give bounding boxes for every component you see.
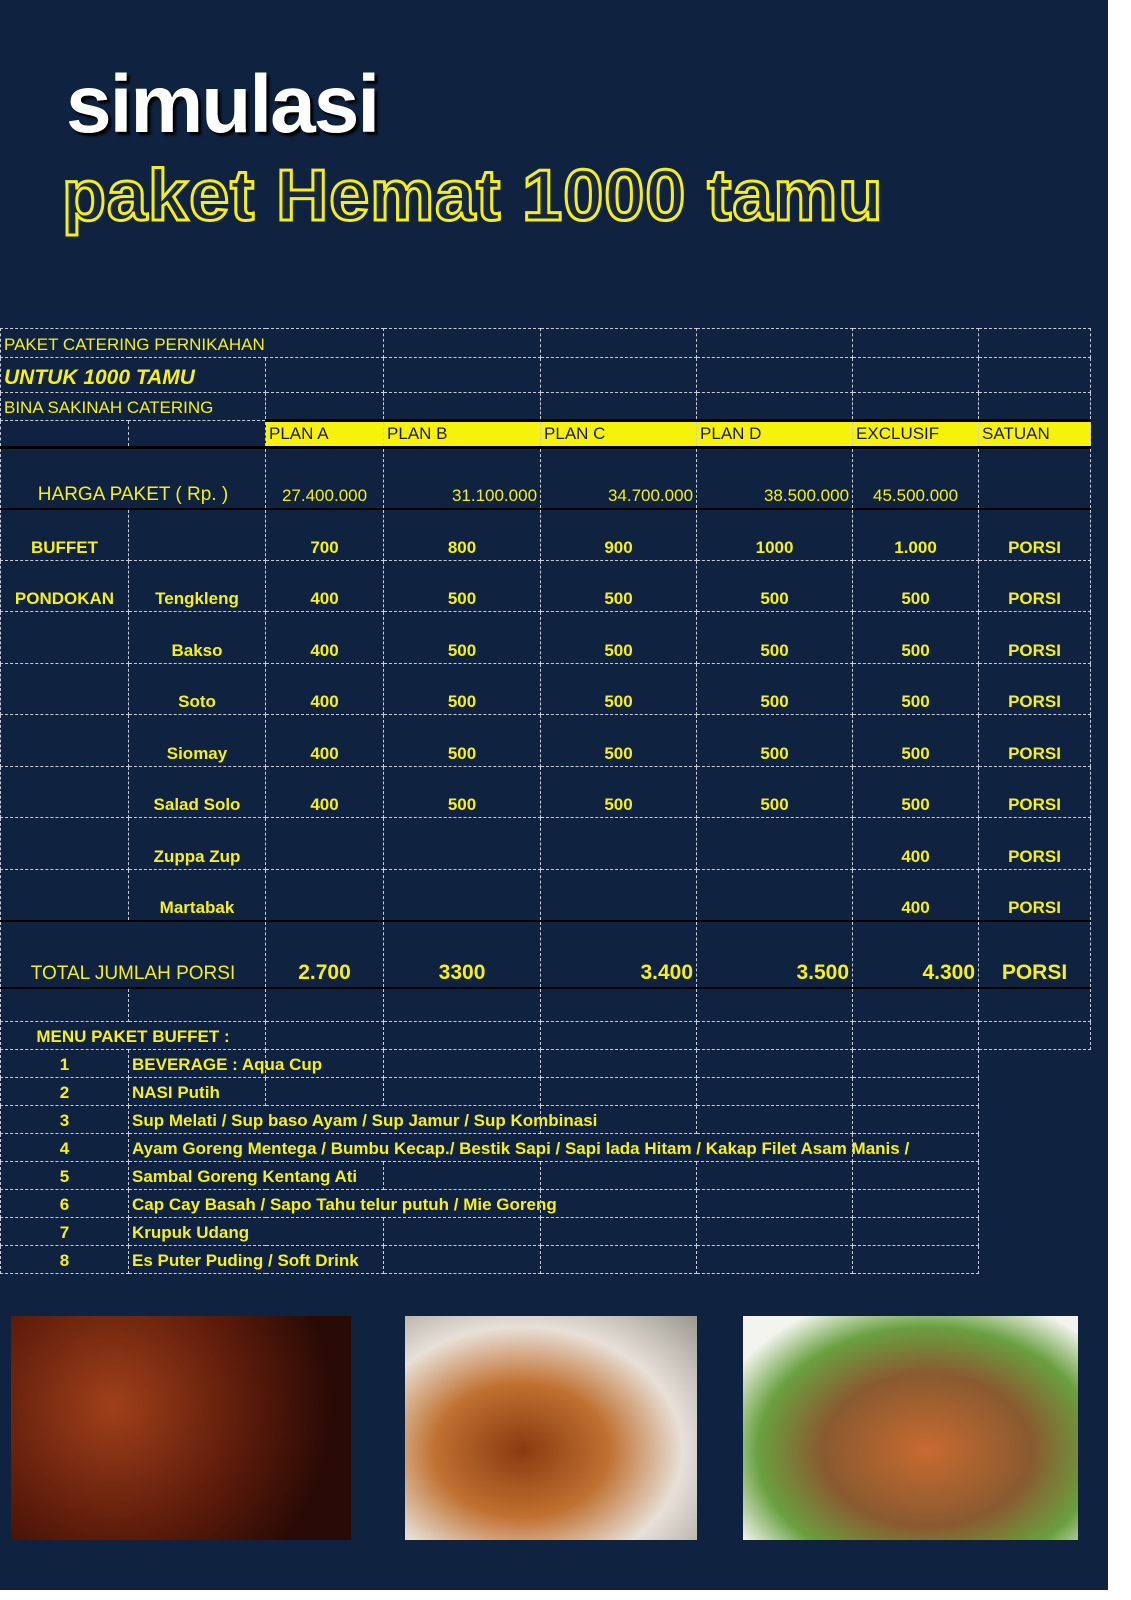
porsi-value [697,818,853,870]
item-label: Salad Solo [129,766,266,818]
porsi-value: 400 [266,560,384,612]
price-value: 31.100.000 [384,448,541,509]
group-label [1,663,129,715]
porsi-value: 400 [266,663,384,715]
table-row [1,560,1091,612]
group-label [1,766,129,818]
porsi-value [384,869,541,921]
menu-title: MENU PAKET BUFFET : [1,1021,266,1049]
porsi-value: 700 [266,509,384,561]
price-value: 27.400.000 [266,448,384,509]
group-label [1,612,129,664]
porsi-value: 500 [853,715,979,767]
total-value: 4.300 [853,921,979,988]
total-value: 3.500 [697,921,853,988]
porsi-value [384,818,541,870]
porsi-value: 500 [853,560,979,612]
item-label: Siomay [129,715,266,767]
plan-header: PLAN B [384,421,541,448]
header-line1: PAKET CATERING PERNIKAHAN [1,329,384,358]
porsi-value: 500 [697,663,853,715]
menu-text: NASI Putih [129,1077,266,1105]
menu-number: 4 [1,1133,129,1161]
menu-text: Krupuk Udang [129,1217,384,1245]
porsi-value: 500 [697,612,853,664]
title-paket: paket Hemat 1000 tamu [62,156,884,236]
total-value: 3.400 [541,921,697,988]
table-row [1,612,1091,664]
menu-item [1,1217,1091,1245]
group-label [1,869,129,921]
porsi-value: 500 [384,715,541,767]
group-label [1,715,129,767]
total-label: TOTAL JUMLAH PORSI [1,921,266,988]
menu-item [1,1133,1091,1161]
porsi-value: 500 [384,612,541,664]
unit-label: PORSI [979,766,1091,818]
porsi-value: 400 [266,612,384,664]
group-label: PONDOKAN [1,560,129,612]
photo-fish-sauce [405,1316,697,1540]
menu-text: BEVERAGE : Aqua Cup [129,1049,266,1077]
menu-text: Sambal Goreng Kentang Ati [129,1161,384,1189]
table-row [1,663,1091,715]
plan-header: SATUAN [979,421,1091,448]
porsi-value: 1.000 [853,509,979,561]
porsi-value [266,818,384,870]
item-label: Martabak [129,869,266,921]
price-value: 34.700.000 [541,448,697,509]
menu-text: Ayam Goreng Mentega / Bumbu Kecap./ Bestik Sapi / Sapi lada Hitam / Kakap Filet Asam Manis / [129,1133,853,1161]
item-label [129,509,266,561]
plan-header: EXCLUSIF [853,421,979,448]
menu-text: Sup Melati / Sup baso Ayam / Sup Jamur / Sup Kombinasi [129,1105,541,1133]
porsi-value: 500 [541,663,697,715]
menu-text: Cap Cay Basah / Sapo Tahu telur putuh / Mie Goreng [129,1189,541,1217]
catering-table [0,328,1091,1274]
unit-label: PORSI [979,869,1091,921]
menu-item [1,1189,1091,1217]
group-label: BUFFET [1,509,129,561]
photo-chicken-wings [11,1316,351,1540]
table-row [1,766,1091,818]
plan-header: PLAN A [266,421,384,448]
porsi-value: 500 [541,715,697,767]
porsi-value: 400 [266,766,384,818]
porsi-value: 400 [853,818,979,870]
unit-label: PORSI [979,818,1091,870]
menu-item [1,1161,1091,1189]
unit-label: PORSI [979,612,1091,664]
menu-number: 2 [1,1077,129,1105]
photo-fried-fish [743,1316,1078,1540]
menu-text: Es Puter Puding / Soft Drink [129,1245,384,1273]
menu-item [1,1245,1091,1273]
porsi-value [697,869,853,921]
porsi-value: 400 [853,869,979,921]
porsi-value [541,818,697,870]
porsi-value: 1000 [697,509,853,561]
menu-number: 5 [1,1161,129,1189]
unit-label: PORSI [979,560,1091,612]
porsi-value: 500 [697,560,853,612]
unit-label: PORSI [979,663,1091,715]
item-label: Soto [129,663,266,715]
porsi-value: 500 [697,715,853,767]
menu-number: 8 [1,1245,129,1273]
porsi-value [266,869,384,921]
porsi-value: 500 [541,560,697,612]
porsi-value: 500 [853,663,979,715]
porsi-value: 500 [541,612,697,664]
menu-item [1,1077,1091,1105]
item-label: Bakso [129,612,266,664]
unit-label: PORSI [979,509,1091,561]
menu-number: 3 [1,1105,129,1133]
menu-number: 7 [1,1217,129,1245]
title-simulasi: simulasi [66,59,379,150]
header-line3: BINA SAKINAH CATERING [1,393,266,421]
porsi-value [541,869,697,921]
total-unit: PORSI [979,921,1091,988]
plan-header: PLAN C [541,421,697,448]
menu-number: 1 [1,1049,129,1077]
price-value: 38.500.000 [697,448,853,509]
porsi-value: 500 [697,766,853,818]
menu-item [1,1105,1091,1133]
total-value: 2.700 [266,921,384,988]
item-label: Tengkleng [129,560,266,612]
porsi-value: 900 [541,509,697,561]
unit-label: PORSI [979,715,1091,767]
table-row [1,715,1091,767]
header-line2: UNTUK 1000 TAMU [1,358,266,393]
porsi-value: 500 [541,766,697,818]
price-value: 45.500.000 [853,448,979,509]
menu-number: 6 [1,1189,129,1217]
plan-header: PLAN D [697,421,853,448]
porsi-value: 500 [384,560,541,612]
group-label [1,818,129,870]
porsi-value: 500 [384,663,541,715]
porsi-value: 800 [384,509,541,561]
porsi-value: 500 [853,612,979,664]
table-row [1,869,1091,921]
total-value: 3300 [384,921,541,988]
porsi-value: 500 [853,766,979,818]
price-label: HARGA PAKET ( Rp. ) [1,448,266,509]
porsi-value: 500 [384,766,541,818]
item-label: Zuppa Zup [129,818,266,870]
porsi-value: 400 [266,715,384,767]
table-row [1,509,1091,561]
menu-item [1,1049,1091,1077]
table-row [1,818,1091,870]
